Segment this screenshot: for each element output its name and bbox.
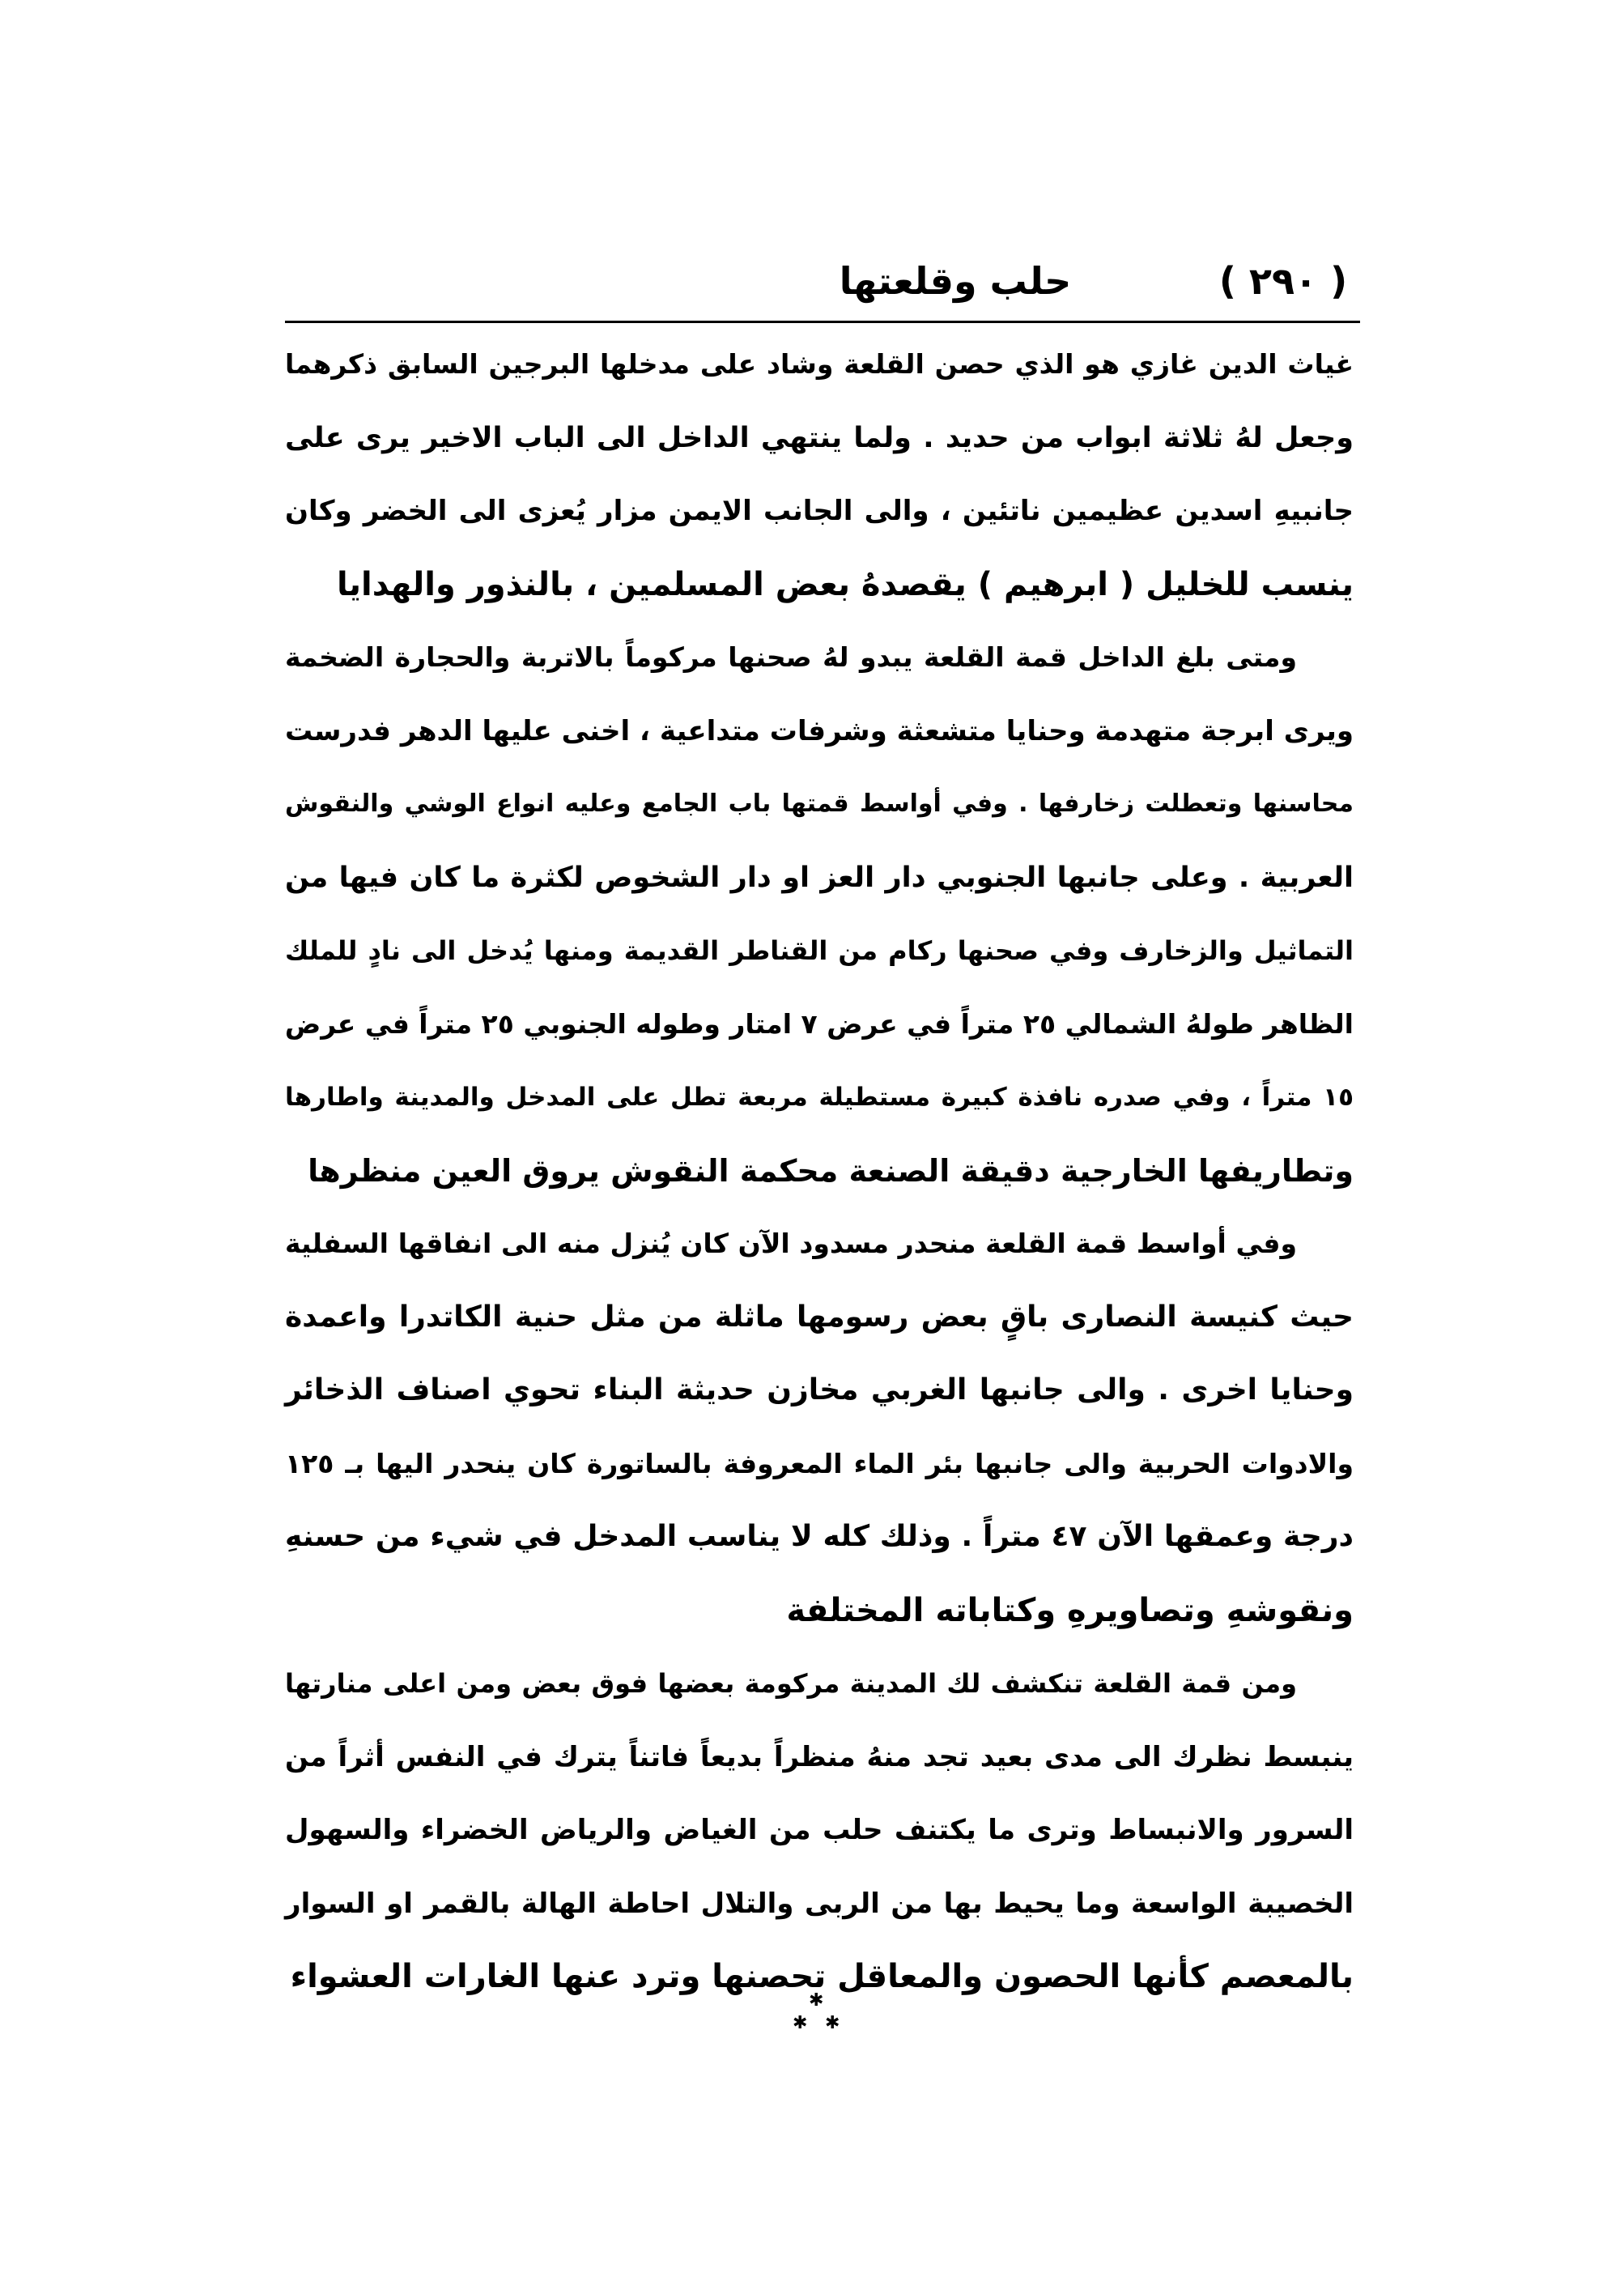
text-line: ونقوشهِ وتصاويرهِ وكتاباته المختلفة (786, 1591, 1354, 1629)
text-line: ويرى ابرجة متهدمة وحنايا متشعثة وشرفات متداعية ، اخنى عليها الدهر فدرست (285, 714, 1354, 747)
text-line: الخصيبة الواسعة وما يحيط بها من الربى والتلال احاطة الهالة بالقمر او السوار (285, 1887, 1354, 1920)
text-line: وحنايا اخرى . والى جانبها الغربي مخازن حديثة البناء تحوي اصناف الذخائر (285, 1373, 1354, 1407)
text-line: وفي أواسط قمة القلعة منحدر مسدود الآن كان يُنزل منه الى انفاقها السفلية (285, 1228, 1297, 1259)
text-line: جانبيهِ اسدين عظيمين ناتئين ، والى الجانب الايمن مزار يُعزى الى الخضر وكان (285, 495, 1354, 527)
text-line: ينبسط نظرك الى مدى بعيد تجد منهُ منظراً بديعاً فاتناً يترك في النفس أثراً من (285, 1740, 1354, 1773)
text-line: ومن قمة القلعة تنكشف لك المدينة مركومة بعضها فوق بعض ومن اعلى منارتها (285, 1668, 1297, 1699)
text-line: وجعل لهُ ثلاثة ابواب من حديد . ولما ينتهي الداخل الى الباب الاخير يرى على (285, 421, 1354, 454)
text-line: بالمعصم كأنها الحصون والمعاقل تحصنها وترد عنها الغارات العشواء (290, 1958, 1354, 1995)
text-line: محاسنها وتعطلت زخارفها . وفي أواسط قمتها باب الجامع وعليه انواع الوشي والنقوش (285, 789, 1354, 818)
text-line: الظاهر طولهُ الشمالي ٢٥ متراً في عرض ٧ امتار وطوله الجنوبي ٢٥ متراً في عرض (284, 1007, 1354, 1040)
text-line: التماثيل والزخارف وفي صحنها ركام من القناطر القديمة ومنها يُدخل الى نادٍ للملك (285, 935, 1354, 966)
text-line: وتطاريفها الخارجية دقيقة الصنعة محكمة النقوش يروق العين منظرها (308, 1152, 1354, 1189)
star-icon: ✱ (793, 2013, 808, 2033)
text-line: والادوات الحربية والى جانبها بئر الماء المعروفة بالساتورة كان ينحدر اليها بـ ١٢٥ (285, 1447, 1354, 1479)
text-line: السرور والانبساط وترى ما يكتنف حلب من الغياض والرياض الخضراء والسهول (285, 1814, 1354, 1846)
running-title: حلب وقلعتها (839, 259, 1072, 303)
text-block (285, 328, 1354, 2014)
text-line: ينسب للخليل ( ابرهيم ) يقصدهُ بعض المسلمين ، بالنذور والهدايا (336, 565, 1354, 603)
header-rule (285, 321, 1360, 323)
three-stars-icon (789, 1992, 846, 2041)
text-line: ١٥ متراً ، وفي صدره نافذة كبيرة مستطيلة مربعة تطل على المدخل والمدينة واطارها (285, 1083, 1354, 1112)
text-line: غياث الدين غازي هو الذي حصن القلعة وشاد على مدخلها البرجين السابق ذكرهما (285, 348, 1354, 380)
star-icon: ✱ (809, 1990, 824, 2011)
text-line: درجة وعمقها الآن ٤٧ متراً . وذلك كله لا يناسب المدخل في شيء من حسنهِ (285, 1520, 1354, 1553)
text-line: حيث كنيسة النصارى باقٍ بعض رسومها ماثلة من مثل حنية الكاتدرا واعمدة (285, 1300, 1354, 1334)
text-line: العربية . وعلى جانبها الجنوبي دار العز او دار الشخوص لكثرة ما كان فيها من (285, 861, 1354, 894)
page-number: ( ٢٩٠ ) (1218, 259, 1348, 303)
text-line: ومتى بلغ الداخل قمة القلعة يبدو لهُ صحنها مركوماً بالاتربة والحجارة الضخمة (285, 641, 1297, 673)
star-icon: ✱ (825, 2013, 840, 2033)
